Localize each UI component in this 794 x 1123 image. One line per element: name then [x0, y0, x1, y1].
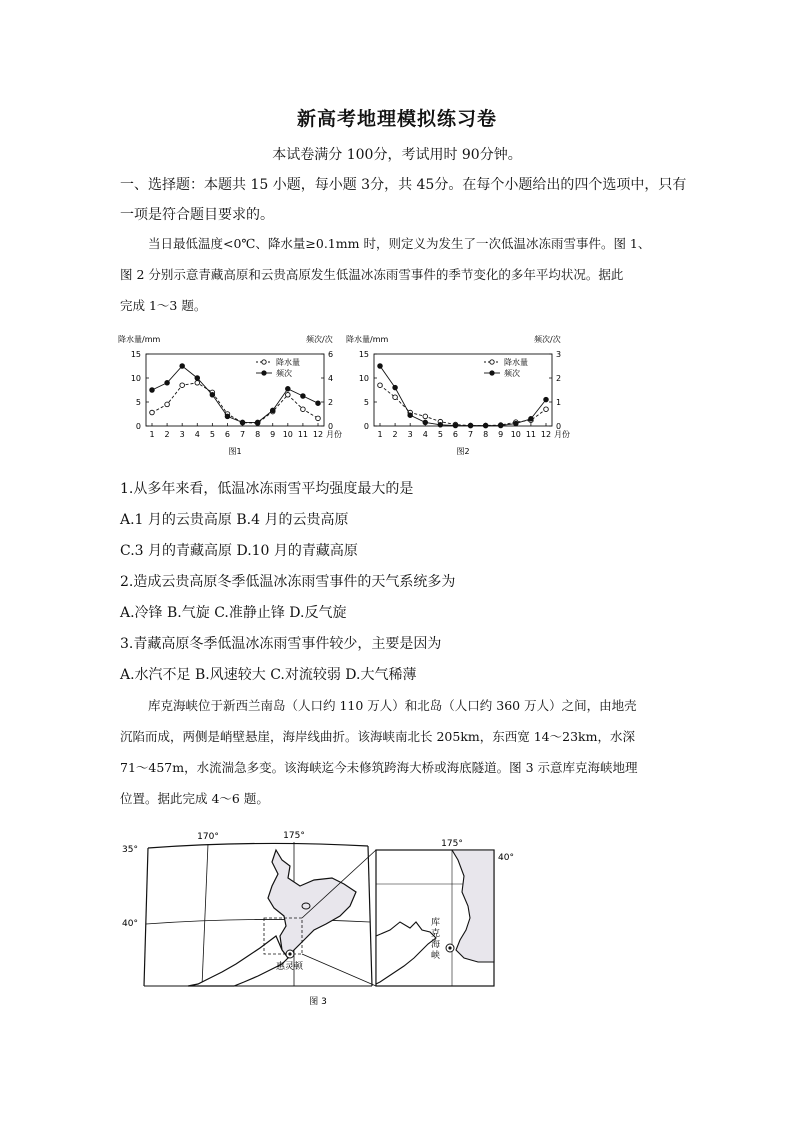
chart1-legend-swatch-marker	[262, 371, 266, 375]
chart2-xtick-label: 11	[525, 430, 537, 439]
chart2-series-line-2	[380, 366, 546, 426]
chart1-xtick-label: 8	[255, 430, 261, 439]
chart2-data-point	[393, 385, 398, 390]
question-3-options: A.水汽不足 B.风速较大 C.对流较弱 D.大气稀薄	[120, 667, 417, 683]
chart2-caption: 图2	[456, 447, 470, 456]
longitude-170-line	[202, 844, 208, 986]
chart2-xtick-label: 6	[452, 430, 459, 439]
lon-170-label: 170°	[197, 832, 219, 842]
chart1-data-point	[240, 420, 245, 425]
chart1-xtick-label: 9	[270, 430, 276, 439]
chart1-y2label: 频次/次	[306, 335, 333, 344]
chart1-series-line-1	[152, 383, 318, 423]
chart2-data-point	[514, 421, 519, 426]
chart2-xtick-label: 10	[510, 430, 521, 439]
chart1-data-point	[195, 381, 200, 386]
chart2-data-point	[378, 383, 383, 388]
chart1-xtick-label: 5	[209, 430, 215, 439]
chart1-data-point	[180, 364, 185, 369]
chart2-xtick-label: 1	[377, 430, 383, 439]
figure-3-caption: 图 3	[309, 997, 327, 1007]
section-line-2: 一项是符合题目要求的。	[120, 207, 274, 223]
chart2-xtick-label: 2	[392, 430, 398, 439]
chart2-legend-label: 降水量	[504, 358, 528, 367]
chart2-ylabel: 降水量/mm	[346, 335, 389, 344]
chart2-xtick-label: 9	[498, 430, 504, 439]
chart2-data-point	[378, 364, 383, 369]
chart2-ytick-label: 10	[358, 374, 369, 383]
question-1-options-cd: C.3 月的青藏高原 D.10 月的青藏高原	[120, 543, 358, 559]
strait-label-char-3: 海	[431, 940, 441, 950]
chart1-xtick-label: 6	[224, 430, 231, 439]
chart1-xtick-label: 12	[312, 430, 324, 439]
inset-leader-bottom	[302, 954, 376, 986]
chart1-y2tick-label: 2	[328, 398, 334, 407]
chart1-data-point	[286, 393, 291, 398]
question-3-stem: 3.青藏高原冬季低温冰冻雨雪事件较少，主要是因为	[120, 636, 442, 652]
chart2-data-point	[498, 423, 503, 428]
passage-2	[120, 690, 638, 814]
section-line-1: 一、选择题：本题共 15 小题，每小题 3分，共 45分。在每个小题给出的四个选项中，只有	[120, 177, 687, 193]
chart2-ytick-label: 15	[358, 350, 369, 359]
question-2-stem: 2.造成云贵高原冬季低温冰冻雨雪事件的天气系统多为	[120, 574, 456, 590]
chart1-ytick-label: 10	[130, 374, 141, 383]
chart1-data-point	[316, 401, 321, 406]
wellington-dot	[288, 952, 291, 955]
passage2-line-4: 位置。据此完成 4～6 题。	[120, 791, 269, 806]
chart2-xtick-label: 5	[437, 430, 443, 439]
passage2-line-3: 71～457m，水流湍急多变。该海峡迄今未修筑跨海大桥或海底隧道。图 3 示意库克海峡地理	[120, 760, 638, 775]
chart1-ytick-label: 5	[135, 398, 141, 407]
chart2-xtick-label: 8	[483, 430, 489, 439]
chart2-xtick-label: 12	[540, 430, 552, 439]
chart1-xtick-label: 11	[297, 430, 309, 439]
chart2-data-point	[468, 423, 473, 428]
chart1-xtick-label: 1	[149, 430, 155, 439]
chart2-legend-swatch-marker	[490, 371, 494, 375]
chart2-y2tick-label: 3	[556, 350, 562, 359]
chart1-data-point	[270, 408, 275, 413]
passage-1	[120, 228, 650, 321]
chart2-xtick-label: 3	[407, 430, 413, 439]
inset-lat-label: 40°	[498, 853, 514, 863]
chart1-xtick-label: 7	[239, 430, 246, 439]
chart1-data-point	[180, 383, 185, 388]
chart1-data-point	[225, 414, 230, 419]
chart2-data-point	[423, 420, 428, 425]
chart2-xtick-label: 7	[467, 430, 474, 439]
chart2-data-point	[529, 417, 534, 422]
chart1-xtick-label: 10	[282, 430, 293, 439]
passage2-line-2: 沉陷而成，两侧是峭壁悬崖，海岸线曲折。该海峡南北长 205km，东西宽 14～23km，水深	[120, 729, 635, 744]
chart1-data-point	[255, 420, 260, 425]
section-instructions	[120, 170, 686, 230]
chart1-data-point	[286, 387, 291, 392]
passage1-line-1: 当日最低温度<0℃、降水量≥0.1mm 时，则定义为发生了一次低温冰冻雨雪事件。图 1、	[148, 236, 651, 251]
chart1-xtick-label: 3	[179, 430, 185, 439]
chart1-legend-label: 降水量	[276, 358, 300, 367]
chart-figure-1	[118, 334, 342, 456]
chart1-y2tick-label: 4	[328, 374, 334, 383]
chart1-data-point	[150, 410, 155, 415]
chart1-caption: 图1	[228, 447, 242, 456]
inset-wellington-dot	[448, 946, 451, 949]
inset-lon-label: 175°	[441, 839, 463, 849]
passage2-line-1: 库克海峡位于新西兰南岛（人口约 110 万人）和北岛（人口约 360 万人）之间，由地壳	[148, 698, 637, 713]
chart1-data-point	[165, 381, 170, 386]
lat-40-label: 40°	[122, 919, 138, 929]
latitude-40-line	[146, 919, 370, 924]
question-2-options: A.冷锋 B.气旋 C.准静止锋 D.反气旋	[120, 605, 347, 621]
chart1-data-point	[301, 407, 306, 412]
chart2-data-point	[453, 423, 458, 428]
chart2-data-point	[423, 414, 428, 419]
chart1-series-line-2	[152, 366, 318, 422]
chart1-y2tick-label: 6	[328, 350, 334, 359]
map-frame-right	[368, 846, 372, 986]
exam-note: 本试卷满分 100分，考试用时 90分钟。	[272, 147, 522, 163]
chart2-ytick-label: 0	[363, 422, 369, 431]
chart1-legend-label: 频次	[276, 369, 292, 378]
map-frame-top	[148, 843, 368, 848]
strait-label-char-4: 峡	[431, 951, 441, 961]
question-1-stem: 1.从多年来看，低温冰冻雨雪平均强度最大的是	[120, 481, 414, 497]
chart1-xtick-label: 4	[194, 430, 200, 439]
chart2-y2tick-label: 1	[556, 398, 562, 407]
chart1-ytick-label: 0	[135, 422, 141, 431]
chart2-legend-swatch-marker	[490, 360, 494, 364]
climate-charts	[116, 328, 596, 468]
chart2-data-point	[544, 397, 549, 402]
chart2-data-point	[544, 407, 549, 412]
chart1-y2tick-label: 0	[328, 422, 334, 431]
city-label: 惠灵顿	[276, 962, 304, 972]
chart2-data-point	[483, 423, 488, 428]
chart1-data-point	[301, 394, 306, 399]
chart1-legend-swatch-marker	[262, 360, 266, 364]
question-1-options-ab: A.1 月的云贵高原 B.4 月的云贵高原	[120, 512, 349, 528]
passage1-line-3: 完成 1～3 题。	[120, 298, 207, 313]
chart1-data-point	[316, 416, 321, 421]
chart1-data-point	[165, 402, 170, 407]
chart2-xlabel: 月份	[554, 430, 570, 439]
cook-strait-map	[118, 826, 518, 1016]
chart2-data-point	[393, 395, 398, 400]
chart2-data-point	[408, 413, 413, 418]
strait-label-char-1: 库	[431, 918, 441, 928]
chart1-data-point	[210, 393, 215, 398]
strait-label-char-2: 克	[431, 929, 441, 939]
chart2-y2tick-label: 2	[556, 374, 562, 383]
lat-35-label: 35°	[122, 845, 138, 855]
chart2-y2tick-label: 0	[556, 422, 562, 431]
lon-175-label: 175°	[283, 831, 305, 841]
chart2-data-point	[438, 423, 443, 428]
chart1-xlabel: 月份	[326, 430, 342, 439]
page-title: 新高考地理模拟练习卷	[296, 108, 497, 130]
chart1-ylabel: 降水量/mm	[118, 335, 161, 344]
chart2-legend-label: 频次	[504, 369, 520, 378]
chart1-data-point	[150, 388, 155, 393]
chart2-xtick-label: 4	[422, 430, 428, 439]
chart2-ytick-label: 5	[363, 398, 369, 407]
map-frame-left	[144, 848, 148, 986]
chart1-xtick-label: 2	[164, 430, 170, 439]
chart1-ytick-label: 15	[130, 350, 141, 359]
north-island	[268, 850, 356, 958]
passage1-line-2: 图 2 分别示意青藏高原和云贵高原发生低温冰冻雨雪事件的季节变化的多年平均状况。据此	[120, 267, 624, 282]
chart1-data-point	[195, 376, 200, 381]
chart2-y2label: 频次/次	[534, 335, 561, 344]
chart-figure-2	[346, 334, 570, 456]
